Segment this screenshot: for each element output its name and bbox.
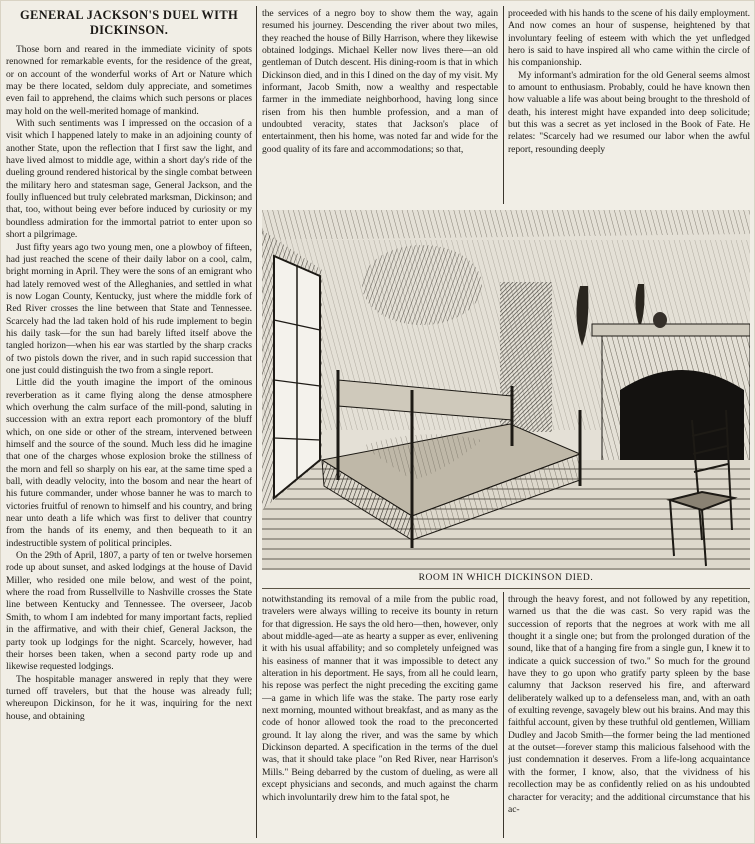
paragraph: My informant's admiration for the old General seems almost to amount to enthusiasm. Probably, could he have known then how valuable a life was about being brought to the threshold of death, his interest might have expanded into deep solicitude; but this was a secret as yet inclosed in the Book of Fate. He relates: "Scarcely had we resumed our labor when the awful report, resounding deeply (508, 69, 750, 155)
paragraph: Little did the youth imagine the import of the ominous reverberation as it came flying along the dense atmosphere which overhung the calm surface of the mill-pond, saluting in succession with an extra report each promontory of the bluff which, on one side or other of the stream, intervened between himself and the source of the sound. Much less did he imagine that one of the charges whose explosion broke the stillness of the morn and fell so sharply on his ear, at the same time sped a ball, with deadly velocity, into the bosom and near the heart of his future commander, under whose banner he was to march to victories fruitful of renown to himself and his country, and bring near unto death a life which was first to deliver that country from the hands of its enemy, and then bequeath to it an indestructible system of political principles. (6, 377, 252, 549)
column-2-bottom (262, 594, 498, 840)
paragraph: notwithstanding its removal of a mile from the public road, travelers were always willing to receive its bounty in return for that digression. He says the old hero—then, however, only about middle-aged—ate as hearty a supper as ever, enlivening it with his usual affability; and so completely unfeigned was his easiness of manner that it was impossible to detect any alteration in his deportment. He says, from all he could learn, his repose was perfect the night preceding the exciting game—a game in which life was the stake. The party rose early next morning, mounted without breakfast, and as many as the code of honor allowed took the road to the preconcerted ground. It lay along the river, and was the same by which Dickinson departed. A specification in the terms of the duel was, that it should take place "on Red River, near Harrison's Mills." Being debarred by the custom of dueling, as were all except physicians and seconds, and much against the charm which involuntarily drew him to the fatal spot, he (262, 594, 498, 803)
paragraph: proceeded with his hands to the scene of his daily employment. And now comes an hour of suspense, heightened by that involuntary feeling of esteem with which the yet unfledged hero is said to have inspired all who came within the circle of his companionship. (508, 8, 750, 69)
column-3-bottom (508, 594, 750, 840)
room-engraving (262, 210, 750, 570)
paragraph: Those born and reared in the immediate vicinity of spots renowned for remarkable events, for the residence of the great, or on account of the wonderful works of Art or Nature which may be there located, seldom duly appreciate, and sometimes even fail to apprehend, the claims which such persons or places may hold on the well-merited homage of mankind. (6, 44, 252, 117)
article-title: GENERAL JACKSON'S DUEL WITH DICKINSON. (20, 8, 238, 37)
column-2-top (262, 8, 498, 206)
column-divider (503, 6, 504, 204)
column-3-top (508, 8, 750, 206)
caption-rule (262, 588, 750, 589)
column-divider (503, 592, 504, 838)
paragraph: through the heavy forest, and not followed by any repetition, warned us that the die was cast. So very rapid was the succession of reports that the negroes at work with me all thought it a single one; but from the prolonged duration of the sound, like that of a hanging fire from a single gun, I knew it to indicate a quick succession of two." So much for the ground have they to go upon who gratify party spleen by the base calumny that Jackson reserved his fire, and afterward deliberately walked up to a defenseless man, and, with an oath of exulting revenge, savagely blew out his brains. And may this faithful account, given by these truthful old gentlemen, William Dudley and Jacob Smith—the former being the lad mentioned at the outset—forever stamp this malicious falsehood with the just condemnation it deserves. From a life-long acquaintance with the former, I know, also, that the vividness of his recollection may be as confidently relied on as his undoubted character for veracity; and the additional circumstance that his ac- (508, 594, 750, 815)
paragraph: the services of a negro boy to show them the way, again resumed his journey. Descending the river about two miles, they reached the house of Billy Harrison, where they likewise obtained lodgings. Michael Keller now lives there—an old gentleman of Dutch descent. His dining-room is that in which Dickinson died, and in this I dined on the day of my visit. My informant, Jacob Smith, now a wealthy and respectable farmer in the immediate neighborhood, having long since risen from his then humble profession, and a man of undoubted veracity, states that Jackson's place of entertainment, then his home, was noted far and wide for the good quality of its fare and accommodations; so that, (262, 8, 498, 155)
paragraph: The hospitable manager answered in reply that they were turned off travelers, but that the house was already full; whereupon Dickinson, for he it was, inquiring for the next house, and obtaining (6, 673, 252, 722)
column-1 (6, 8, 252, 840)
room-illustration (262, 210, 750, 570)
paragraph: With such sentiments was I impressed on the occasion of a visit which I happened lately to make in an adjoining county of another State, upon the reflection that I first saw the light, and have lived almost to middle age, within a short day's ride of the dueling ground rendered historical by the single combat between the military hero and statesman sage, General Jackson, and the foully influenced but truly celebrated marksman, Dickinson; and that, too, without being ever before induced by curiosity or my boundless admiration for the immortal patriot to enter upon so short a pilgrimage. (6, 118, 252, 241)
column-divider (256, 6, 257, 838)
paragraph: On the 29th of April, 1807, a party of ten or twelve horsemen rode up about sunset, and asked lodgings at the house of David Miller, who resided one mile below, and west of the point, where the road from Russellville to Nashville crosses the State line between Kentucky and Tennessee. The overseer, Jacob Smith, to whom I am indebted for many important facts, replied in the affirmative, and with their chief, General Jackson, the party took up lodgings for the night. Scarcely, however, had their horses been taken, when a second party rode up and likewise requested lodgings. (6, 550, 252, 673)
paragraph: Just fifty years ago two young men, one a plowboy of fifteen, had just reached the scene of their daily labor on a cool, calm, bright morning in April. They were the sons of an emigrant who had lately removed west of the Alleghanies, and settled in what is now Logan County, Kentucky, just where the middle fork of Red River crosses the line between that State and Tennessee. Scarcely had the lad taken hold of his rude implement to begin his daily task—for the sun had barely lifted itself above the tangled horizon—when his ear was startled by the sharp cracks of two pistols down the river, and in such rapid succession that one just could distinguish the two from a single report. (6, 241, 252, 376)
illustration-caption: ROOM IN WHICH DICKINSON DIED. (418, 573, 594, 583)
